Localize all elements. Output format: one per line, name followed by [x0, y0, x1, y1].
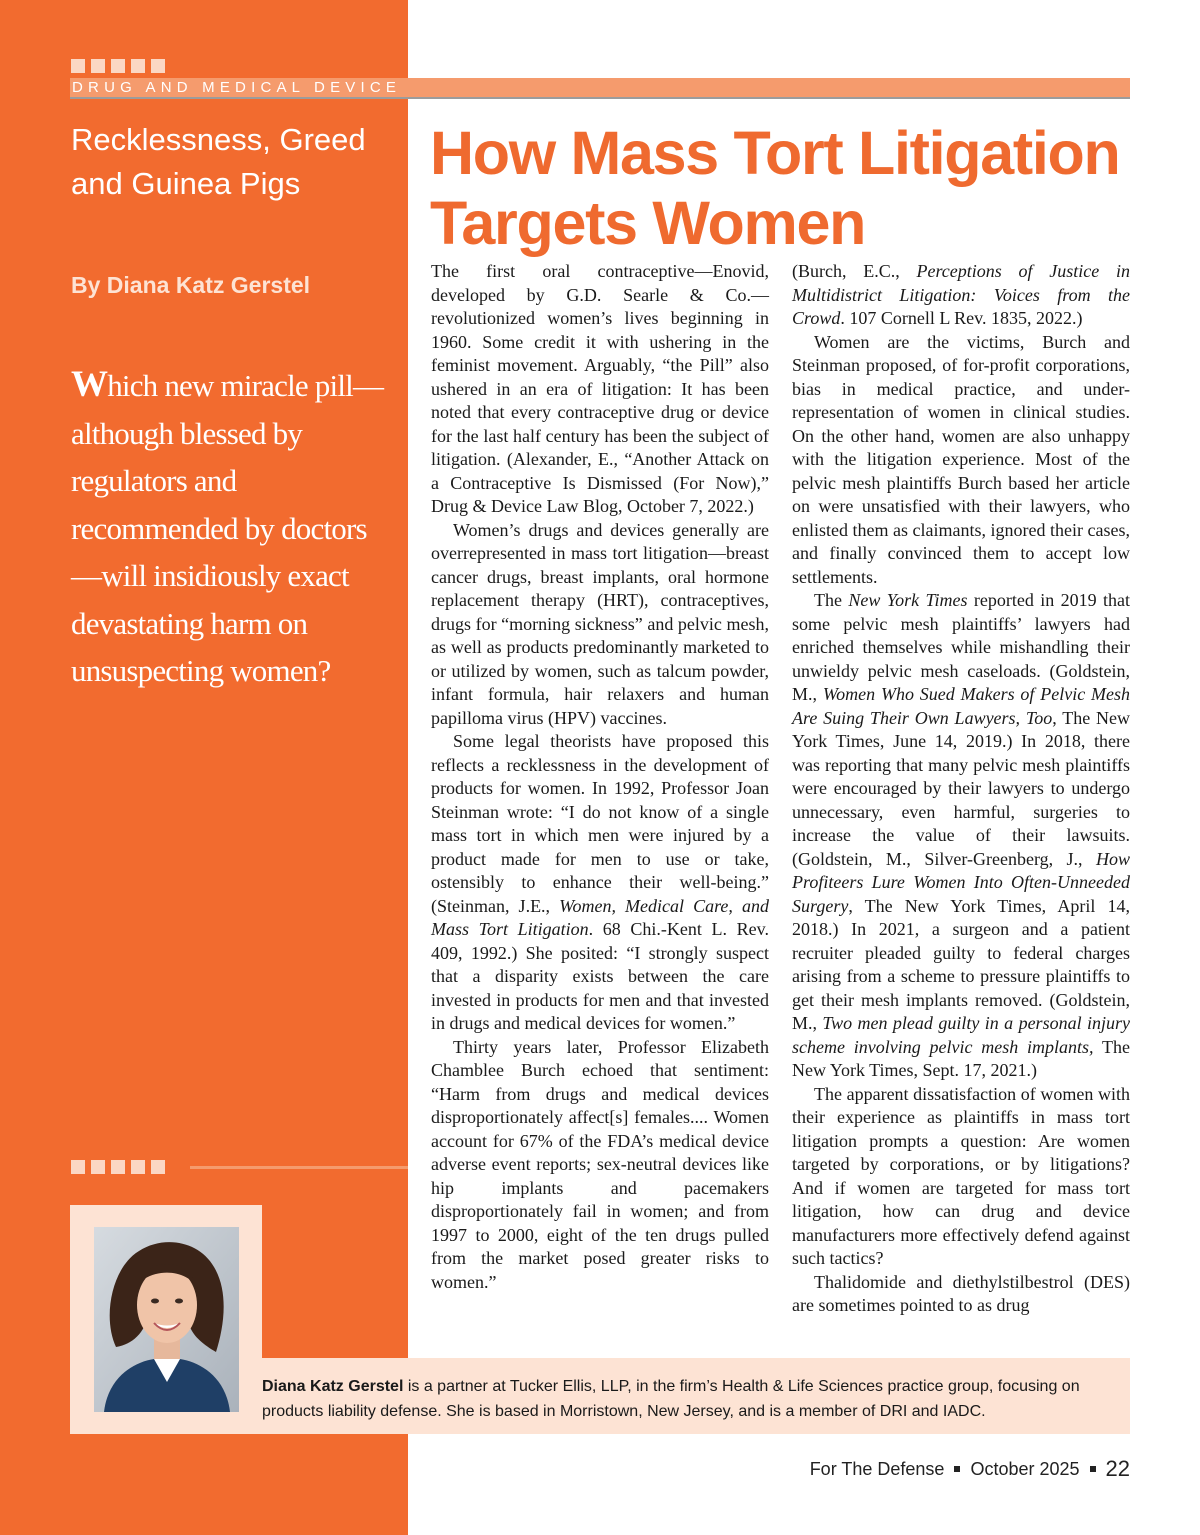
author-bio	[262, 1374, 1122, 1424]
square-ornament	[131, 1160, 145, 1174]
pull-quote-text: hich new miracle pill—although blessed by regulators and recommended by doctors—will insidiously exact devastating harm on unsuspecting women?	[71, 368, 384, 688]
italic-citation: New York Times	[848, 590, 968, 610]
author-photo	[94, 1227, 239, 1412]
decorative-squares-bio	[71, 1160, 165, 1174]
body-column-right	[792, 260, 1130, 1318]
footer-separator	[1090, 1466, 1096, 1472]
text-run: reported in 2019 that some pelvic mesh plaintiffs’ lawyers had enriched themselves while mishandling their unwieldy pelvic mesh caseloads. (Goldstein, M.,	[792, 590, 1131, 704]
italic-citation: Two men plead guilty in a personal injury scheme involving pelvic mesh implants,	[792, 1013, 1130, 1057]
footer-issue: October 2025	[970, 1458, 1080, 1479]
article-byline: By Diana Katz Gerstel	[71, 272, 311, 298]
square-ornament	[151, 59, 165, 73]
page-footer	[810, 1456, 1130, 1482]
body-paragraph	[431, 519, 769, 731]
footer-separator	[954, 1466, 960, 1472]
text-run: Some legal theorists have proposed this reflects a recklessness in the development of products for women. In 1992, Professor Joan Steinman wrote: “I do not know of a single mass tort in which men were injured by a product made for men to use or take, ostensibly to enhance their well-being.” (Steinman, J.E.,	[431, 731, 769, 916]
italic-citation: Women Who Sued Makers of Pelvic Mesh Are Suing Their Own Lawyers, Too	[792, 684, 1130, 728]
article-headline: How Mass Tort Litigation Targets Women	[430, 119, 1120, 257]
square-ornament	[71, 1160, 85, 1174]
italic-citation: Perceptions of Justice in Multidistrict Litigation: Voices from the Crowd	[792, 261, 1130, 328]
text-run: . 68 Chi.-Kent L. Rev. 409, 1992.) She posited: “I strongly suspect that a disparity exists between the care invested in products for men and that invested in drugs and medical devices for women.”	[431, 919, 769, 1033]
text-run: , The New York Times, June 14, 2019.) In 2018, there was reporting that many pelvic mesh plaintiffs were encouraged by their lawyers to undergo unnecessary, even harmful, surgeries to increase the value of their lawsuits. (Goldstein, M., Silver-Greenberg, J.,	[792, 707, 1130, 869]
pull-quote-dropcap: W	[71, 364, 108, 405]
decorative-squares-top	[71, 59, 165, 73]
text-run: Women are the victims, Burch and Steinman proposed, of for-profit corporations, bias in medical practice, and under-representation of women in clinical studies. On the other hand, women are also unhappy with the litigation experience. Most of the pelvic mesh plaintiffs Burch based her article on were unsatisfied with their lawyers, who enlisted them as claimants, ignored their cases, and finally convinced them to accept low settlements.	[792, 331, 1130, 587]
body-paragraph	[431, 730, 769, 1036]
text-run: Women’s drugs and devices generally are overrepresented in mass tort litigation—breast cancer drugs, breast implants, oral hormone replacement therapy (HRT), contraceptives, drugs for “morning sickness” and pelvic mesh, as well as products predominantly marketed to or utilized by women, such as talcum powder, infant formula, hair relaxers and human papilloma virus (HPV) vaccines.	[431, 519, 769, 728]
author-bio-name: Diana Katz Gerstel	[262, 1378, 404, 1395]
body-paragraph	[792, 1083, 1130, 1271]
square-ornament	[111, 1160, 125, 1174]
body-paragraph	[792, 331, 1130, 590]
text-run: Thirty years later, Professor Elizabeth Chamblee Burch echoed that sentiment: “Harm from drugs and medical devices disproportionately affect[s] females.... Women account for 67% of the FDA’s medical device adverse event reports; sex-neutral devices like hip implants and pacemakers disproportionately fail in women; and from 1997 to 2000, eight of the ten drugs pulled from the market posed greater risks to women.”	[431, 1036, 769, 1292]
square-ornament	[111, 59, 125, 73]
author-bio-box	[262, 1358, 1130, 1434]
body-column-left	[431, 260, 769, 1294]
author-bio-text: is a partner at Tucker Ellis, LLP, in the firm’s Health & Life Sciences practice group, focusing on products liability defense. She is based in Morristown, New Jersey, and is a member of DRI and IADC.	[262, 1378, 1080, 1420]
text-run: , The New York Times, April 14, 2018.) In 2021, a surgeon and a patient recruiter pleaded guilty to federal charges arising from a scheme to pressure plaintiffs to get their mesh implants removed. (Goldstein, M.,	[792, 895, 1130, 1033]
author-photo-frame	[70, 1205, 262, 1434]
text-run: The New York Times, Sept. 17, 2021.)	[792, 1036, 1130, 1080]
square-ornament	[91, 59, 105, 73]
section-rule-line	[70, 97, 1130, 99]
italic-citation: How Profiteers Lure Women Into Often-Unneeded Surgery	[792, 848, 1130, 916]
italic-citation: Women, Medical Care, and Mass Tort Litigation	[431, 895, 769, 939]
square-ornament	[91, 1160, 105, 1174]
body-paragraph	[792, 260, 1130, 331]
page-number: 22	[1105, 1456, 1130, 1481]
article-deck: Recklessness, Greed and Guinea Pigs	[71, 122, 366, 201]
square-ornament	[71, 59, 85, 73]
square-ornament	[131, 59, 145, 73]
text-run: Thalidomide and diethylstilbestrol (DES) are sometimes pointed to as drug	[792, 1271, 1130, 1315]
text-run: . 107 Cornell L Rev. 1835, 2022.)	[840, 308, 1083, 328]
section-label: DRUG AND MEDICAL DEVICE	[72, 79, 402, 96]
body-paragraph	[431, 260, 769, 519]
text-run: The	[814, 590, 849, 610]
body-paragraph	[792, 589, 1130, 1083]
body-paragraph	[792, 1271, 1130, 1318]
pull-quote	[71, 361, 391, 695]
text-run: The apparent dissatisfaction of women with their experience as plaintiffs in mass tort litigation prompts a question: Are women targeted by corporations, or by litigations? And if women are targeted for mass tort litigation, how can drug and device manufacturers more effectively defend against such tactics?	[792, 1083, 1130, 1268]
body-paragraph	[431, 1036, 769, 1295]
footer-publication: For The Defense	[809, 1458, 945, 1479]
text-run: The first oral contraceptive—Enovid, developed by G.D. Searle & Co.—revolutionized women’s lives beginning in 1960. Some credit it with ushering in the feminist movement. Arguably, “the Pill” also ushered in an era of litigation: It has been noted that every contraceptive drug or device for the last half century has been the subject of litigation. (Alexander, E., “Another Attack on a Contraceptive Is Dismissed (For Now),” Drug & Device Law Blog, October 7, 2022.)	[431, 261, 769, 516]
square-ornament	[151, 1160, 165, 1174]
text-run: (Burch, E.C.,	[792, 261, 917, 281]
bio-rule-line	[190, 1166, 408, 1169]
